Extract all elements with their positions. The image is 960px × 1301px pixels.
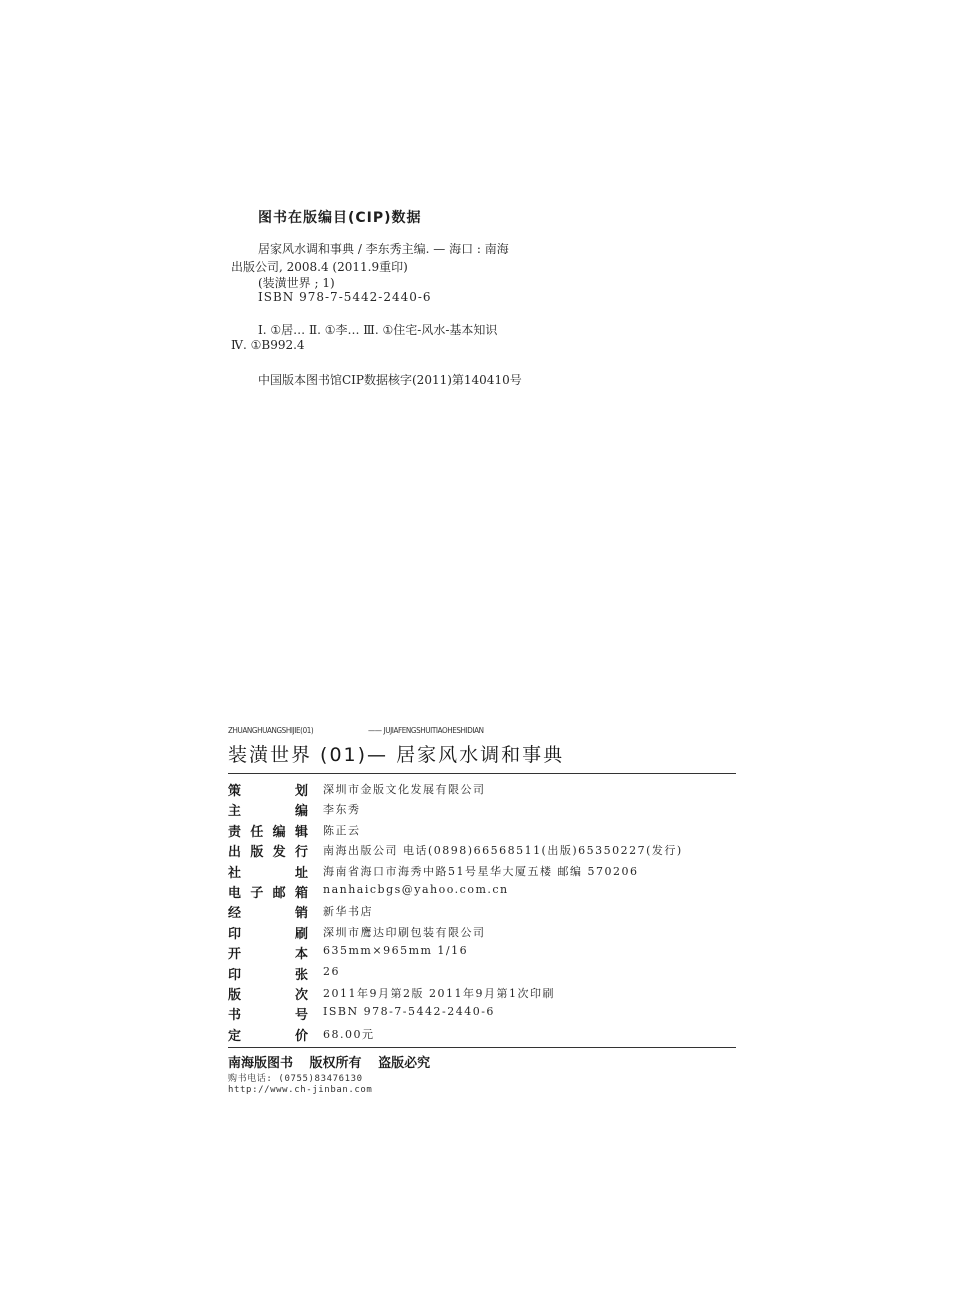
imprint-row [228, 1004, 736, 1024]
row-label: 策划 [228, 784, 308, 799]
cip-record-number: 中国版本图书馆CIP数据核字(2011)第140410号 [258, 373, 522, 387]
row-label: 经销 [228, 906, 308, 922]
row-label: 版次 [228, 987, 308, 1003]
divider-bottom [228, 1047, 736, 1048]
publisher-books: 南海版图书 [228, 1056, 294, 1072]
copyright-notice [228, 1052, 736, 1071]
imprint-block [228, 726, 736, 1096]
row-label: 主编 [228, 804, 308, 820]
pinyin-title-row [228, 726, 736, 738]
row-label: 电子邮箱 [228, 885, 308, 901]
pinyin-series: ZHUANGHUANGSHIJIE(01) [228, 726, 314, 735]
imprint-row [228, 923, 736, 943]
imprint-row [228, 902, 736, 922]
pinyin-book: —— JUJIAFENGSHUITIAOHESHIDIAN [368, 726, 484, 735]
row-value: 2011年9月第2版 2011年9月第1次印刷 [323, 986, 555, 1000]
row-label: 定价 [228, 1028, 308, 1044]
row-label: 印刷 [228, 926, 308, 942]
piracy-warning: 盗版必究 [378, 1056, 431, 1072]
row-value: 68.00元 [323, 1027, 375, 1041]
row-value: 南海出版公司 电话(0898)66568511(出版)65350227(发行) [323, 844, 683, 858]
cip-line-2: 出版公司, 2008.4 (2011.9重印) [231, 260, 408, 274]
imprint-row [228, 821, 736, 841]
imprint-row [228, 1025, 736, 1045]
cip-isbn: ISBN 978-7-5442-2440-6 [258, 290, 432, 304]
row-value: 635mm×965mm 1/16 [323, 944, 469, 958]
row-value: 李东秀 [323, 803, 361, 817]
book-title: 装潢世界 (01)— 居家风水调和事典 [228, 744, 565, 766]
imprint-row [228, 984, 736, 1004]
row-value: 新华书店 [323, 905, 373, 919]
imprint-row [228, 943, 736, 963]
imprint-row [228, 780, 736, 800]
imprint-row [228, 882, 736, 902]
row-value: 海南省海口市海秀中路51号星华大厦五楼 邮编 570206 [323, 864, 639, 878]
imprint-row [228, 862, 736, 882]
imprint-row [228, 964, 736, 984]
cip-line-1: 居家风水调和事典 / 李东秀主编. — 海口 : 南海 [258, 242, 509, 256]
row-value: nanhaicbgs@yahoo.com.cn [323, 882, 509, 896]
row-label: 书号 [228, 1008, 308, 1024]
cip-classification: Ⅰ. ①居… Ⅱ. ①李… Ⅲ. ①住宅-风水-基本知识 [258, 323, 498, 337]
row-value: 深圳市鹰达印刷包装有限公司 [323, 925, 486, 939]
row-value: ISBN 978-7-5442-2440-6 [323, 1005, 495, 1019]
row-label: 责任编辑 [228, 824, 308, 840]
cip-line-3: (装潢世界 ; 1) [258, 276, 335, 290]
imprint-row [228, 800, 736, 820]
row-value: 陈正云 [323, 823, 361, 837]
row-value: 深圳市金版文化发展有限公司 [323, 783, 486, 796]
row-label: 社址 [228, 865, 308, 881]
website-url: http://www.ch-jinban.com [228, 1085, 373, 1096]
cip-classification-number: Ⅳ. ①B992.4 [231, 338, 305, 352]
divider-top [228, 773, 736, 774]
row-label: 开本 [228, 947, 308, 963]
imprint-rows [228, 780, 736, 1045]
row-value: 26 [323, 964, 340, 978]
imprint-row [228, 841, 736, 861]
all-rights-reserved: 版权所有 [309, 1056, 362, 1072]
row-label: 出版发行 [228, 845, 308, 861]
cip-title: 图书在版编目(CIP)数据 [258, 210, 422, 226]
row-label: 印张 [228, 967, 308, 983]
purchase-phone: 购书电话: (0755)83476130 [228, 1074, 363, 1085]
